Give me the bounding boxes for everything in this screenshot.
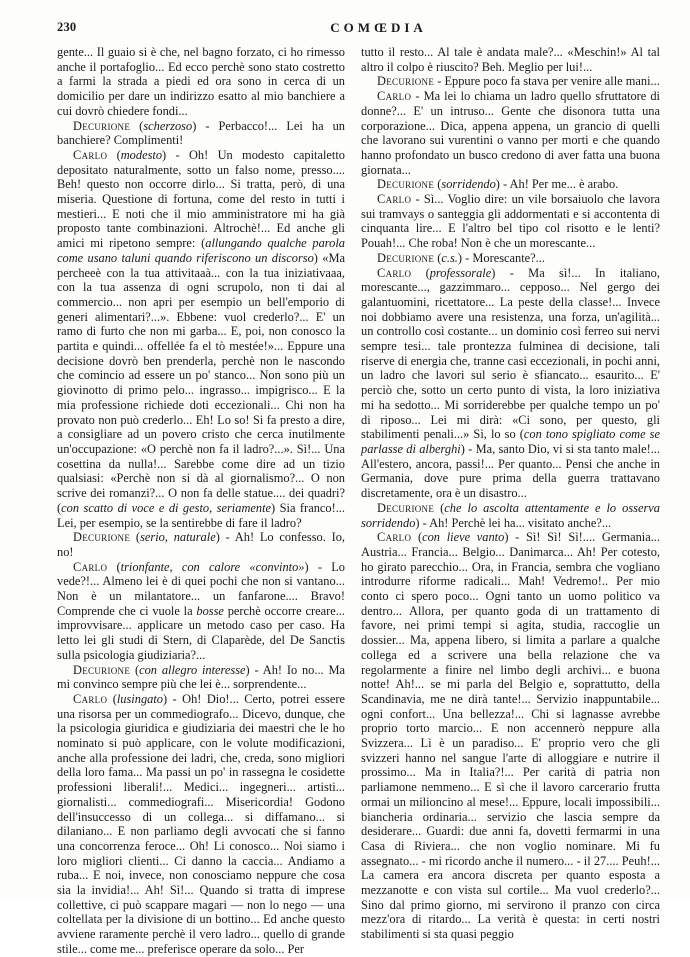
dialogue-text: - Sì... Voglio dire: un vile borsaiuolo che lavora sui tramvays o santeggia gli addormentati e si accontenta di cinquanta lire... E l'altro bel tipo col risotto e le lenti? Pouah!... Che roba! Non è che un morescante... <box>361 192 660 251</box>
dialogue-text: ) - Ah! Lo confesso. Io, no! <box>57 530 346 559</box>
right-text-column <box>361 45 660 942</box>
journal-title: COMŒDIA <box>330 20 427 35</box>
stage-direction: sorridendo <box>441 177 496 192</box>
speaker-name: Decurione <box>377 177 435 192</box>
stage-direction: con allegro interesse <box>139 662 246 677</box>
dialogue-paragraph <box>361 89 660 177</box>
dialogue-text: ( <box>107 559 121 574</box>
dialogue-text: ) - Oh! Un modesto capitaletto depositato naturalmente, sotto un falso nome, presso.... Beh! questo non occorre dirlo... Si tratta, però, di una miseria. Questione di fortuna, come del resto in tutti i mestieri... E noti che il mio amministratore mi ha già proposto tante combinazioni. Altrochè!... Ed anche gli amici mi ripetono sempre: ( <box>57 147 345 251</box>
dialogue-text: ( <box>411 265 430 280</box>
dialogue-paragraph <box>361 45 660 74</box>
stage-direction: modesto <box>120 147 163 162</box>
dialogue-text: ) - Perbacco!... Lei ha un banchiere? Complimenti! <box>57 118 345 148</box>
stage-direction: c.s. <box>441 250 458 265</box>
speaker-name: Decurione <box>377 250 435 265</box>
stage-direction: con tono spigliato come se parlasse di alberghi <box>361 427 660 456</box>
dialogue-paragraph <box>361 74 660 89</box>
stage-direction: che lo ascolta attentamente e lo osserva sorridendo <box>361 500 660 530</box>
dialogue-text: ) - Ah! Perchè lei ha... visitato anche?... <box>415 515 612 530</box>
stage-direction: con scatto di voce e di gesto, seriamente <box>61 500 272 515</box>
dialogue-paragraph <box>57 45 345 119</box>
dialogue-text: ) - Oh! Dio!... Certo, potrei essere una risorsa per un commediografo... Dicevo, dunque, che la psicologia giuridica e giudiziaria dei maestri che le ho nominato si può applicare, con le volute modificazioni, anche alla professione dei ladri, che, creda, sono migliori della loro fama... Ma passi un po' in rassegna le cosidette professioni liberali!... Medici... ingegneri... artisti... giornalisti... commediografi... Misericordia! Godono dell'insuccesso di un collega... si diffamano... si dilaniano... E non parliamo degli avvocati che si fanno una concorrenza feroce... Oh! Li conosco... Noi siamo i loro migliori clienti... Ci danno la caccia... Andiamo a ruba... E noi, invece, non conosciamo neppure che cosa sia la invidia!... Ah! Sì!... Quando si tratta di imprese collettive, ci può scappare magari — non lo nego — una coltellata per la divisione di un bottino... Ed anche questo avviene raramente perchè il vero ladro... quello di grande stile... come me... preferisce operare da solo... Per <box>57 691 345 956</box>
dialogue-text: gente... Il guaio si è che, nel bagno forzato, ci ho rimesso anche il portafoglio... Ed ecco perchè sono stato costretto a farmi la strada a piedi ed ora sono in cerca di un domicilio per dare un indirizzo esatto al mio banchiere a cui dovrò chiedere fondi... <box>57 45 345 118</box>
dialogue-text: ( <box>107 147 121 162</box>
speaker-name: Decurione <box>73 530 131 545</box>
dialogue-text: ) - Ma, santo Dio, vi si sta tanto male!... All'estero, ancora, passi!... Per quanto... Pensi che anche in Germania, dove pure prima della guerra trattavano discretamente, ora è un disastro... <box>361 441 660 501</box>
dialogue-text: ) - Ah! Io no... Ma mi convinco sempre più che lei è... sorprendente... <box>57 662 345 692</box>
speaker-name: Carlo <box>377 192 412 207</box>
stage-direction: lusingato <box>116 691 163 706</box>
dialogue-text: ( <box>130 662 140 677</box>
speaker-name: Decurione <box>73 662 131 677</box>
stage-direction: scherzoso <box>143 118 193 133</box>
dialogue-paragraph <box>361 251 660 266</box>
dialogue-text: ( <box>130 118 144 133</box>
speaker-name: Carlo <box>377 89 412 104</box>
dialogue-paragraph <box>361 501 660 530</box>
dialogue-text: ( <box>434 250 442 265</box>
dialogue-text: ( <box>130 530 141 545</box>
dialogue-text: tutto il resto... Al tale è andata male?... «Meschin!» Al tal altro il colpo è riuscito? Beh. Meglio per lui!... <box>361 45 660 74</box>
dialogue-paragraph <box>361 177 660 192</box>
stage-direction: professorale <box>429 265 492 280</box>
dialogue-paragraph <box>57 119 345 148</box>
dialogue-paragraph <box>57 530 345 559</box>
dialogue-paragraph <box>361 266 660 501</box>
stage-direction: con lieve vanto <box>422 530 505 545</box>
dialogue-paragraph <box>57 692 345 957</box>
dialogue-paragraph <box>57 560 345 663</box>
dialogue-text: ) - Ma sì!... In italiano, morescante..., gazzimmaro... cepposo... Nel gergo dei galantuomini, ricettatore... La peste della classe!... Invece noi dobbiamo avere una resistenza, una forza, un'agilità... un controllo così costante... un dominio così ferreo sui nervi sempre tesi... tale prontezza fulminea di decisione, tali riserve di energia che, tranne casi eccezionali, in pochi anni, un ladro che lavori sul serio è sfiancato... esaurito... E' perciò che, sotto un certo punto di vista, la loro iniziativa mi ha sedotto... Mi sorriderebbe per qualche tempo un po' di riposo... Lei mi dirà: «Ci sono, per questo, gli stabilimenti penali...» Sì, lo so ( <box>361 265 660 442</box>
stage-direction: allungando qualche parola come usano taluni quando riferiscono un discorso <box>57 236 346 265</box>
page-number: 230 <box>57 20 77 34</box>
dialogue-text: ) - Morescante?... <box>457 250 545 265</box>
stage-direction: bosse <box>196 603 224 618</box>
dialogue-text: ( <box>411 530 423 545</box>
dialogue-text: ( <box>434 177 442 192</box>
speaker-name: Decurione <box>377 74 435 89</box>
speaker-name: Decurione <box>377 500 435 515</box>
speaker-name: Decurione <box>73 118 131 133</box>
dialogue-text: perchè occorre creare... improvvisare... applicare un metodo caso per caso. Ha letto lei gli studi di Stern, di Claparède, del De Sanctis sulla psicologia giudiziaria?... <box>57 603 345 662</box>
dialogue-text: ) - Lo vede?!... Almeno lei è di quei pochi che non si vantano... Non è un milantatore... un fanfarone.... Bravo! Comprende che ci vuole la <box>57 559 345 618</box>
dialogue-text: ( <box>107 691 117 706</box>
speaker-name: Carlo <box>73 691 108 706</box>
dialogue-text: ( <box>434 500 445 515</box>
dialogue-paragraph <box>57 148 345 530</box>
dialogue-text: ) - Ah! Per me... è arabo. <box>495 177 619 192</box>
dialogue-paragraph <box>361 192 660 251</box>
dialogue-text: - Ma lei lo chiama un ladro quello sfruttatore di donne?... E' un intruso... Gente che disonora tutta una corporazione... Dica, appena appena, un grancio di quelli che lavorano sui vurentini o vanno per morti e che quando hanno profondato un busco credono di aver fatta una buona giornata... <box>361 89 660 177</box>
speaker-name: Carlo <box>73 147 108 162</box>
dialogue-text: - Eppure poco fa stava per venire alle mani... <box>434 74 660 89</box>
dialogue-text: ) Sia franco!... Lei, per esempio, se la sentirebbe di fare il ladro? <box>57 500 345 530</box>
dialogue-paragraph <box>361 530 660 942</box>
left-text-column <box>57 45 345 957</box>
speaker-name: Carlo <box>377 265 412 280</box>
running-head <box>57 20 660 38</box>
speaker-name: Carlo <box>377 530 412 545</box>
dialogue-paragraph <box>57 663 345 692</box>
dialogue-text: ) «Ma percheeè con la tua attivitaaà... con la tua iniziativaaa, con la tua assenza di ogni scrupolo, non ti dai al commercio... non apri per esempio un bell'emporio di generi alimentari?...». Ebbene: vuol crederlo?... E' un ramo di furto che non mi garba... E, poi, non conosco la partita e quindi... offellée fa el tò mestée!»... Eppure una decisione dovrò ben prenderla, perchè non le nascondo che comincio ad essere un po' stanco... Non sono più un giovinotto di primo pelo... ingrasso... impigrisco... E la mia professione richiede doti eccezionali... Chi non ha provato non può crederlo... Eh! Lo so! Si fa presto a dire, a consigliare ad un povero cristo che cerca inutilmente un'occupazione: «O perchè non fa il ladro?...». Sì!... Una cosettina da nulla!... Sarebbe come dire ad un tizio qualsiasi: «Perchè non si dà al giornalismo?... O non scrive dei romanzi?... O non fa delle statue.... dei quadri? ( <box>57 250 346 515</box>
dialogue-text: ) - Sì! Sì! Sì!.... Germania... Austria... Francia... Belgio... Danimarca... Ah! Per cotesto, ho girato parecchio... Ora, in Francia, sembra che vogliano introdurre riforme radicali... Mah! Vedremo!.. Per mio conto ci spero poco... Ogni tanto un uomo politico va dentro... Allora, per quanto goda di un trattamento di favore, nei primi tempi si agita, studia, raccoglie un dossier... Ma, appena libero, si limita a parlare a qualche collega ed a scrivere una bella relazione che va regolarmente a finire nel limbo degli archivi... e buona notte! Ah!... se mi parla del Belgio e, soprattutto, della Scandinavia, me ne dirà tante!... Servizio inappuntabile... ogni confort... Una bellezza!... Chi si lagnasse avrebbe proprio torto marcio... E non accennerò neppure alla Svizzera... Lì è un paradiso... E' proprio vero che gli svizzeri hanno nel sangue l'arte di alloggiare e nutrire il prossimo... Ma in Italia?!... Per carità di patria non parliamone nemmeno... E sì che il lavoro carcerario frutta ormai un milioncino al mese!... Eppure, locali impossibili... biancheria ordinaria... servizio che lascia sempre da desiderare... Guardi: due anni fa, dovetti fermarmi in una Casa di Riviera... che non voglio nominare. Mi fu assegnato... - mi ricordo anche il numero... - il 27.... Peuh!... La camera era ancora discreta per quanto esposta a mezzanotte e con vista sul cortile... Ma vuol crederlo?... Sino dal primo giorno, mi servirono il pranzo con circa mezz'ora di ritardo... La verità è questa: in certi nostri stabilimenti si sta quasi peggio <box>361 530 661 942</box>
speaker-name: Carlo <box>73 559 108 574</box>
stage-direction: serio, naturale <box>140 530 216 545</box>
stage-direction: trionfante, con calore «convinto» <box>120 559 305 574</box>
